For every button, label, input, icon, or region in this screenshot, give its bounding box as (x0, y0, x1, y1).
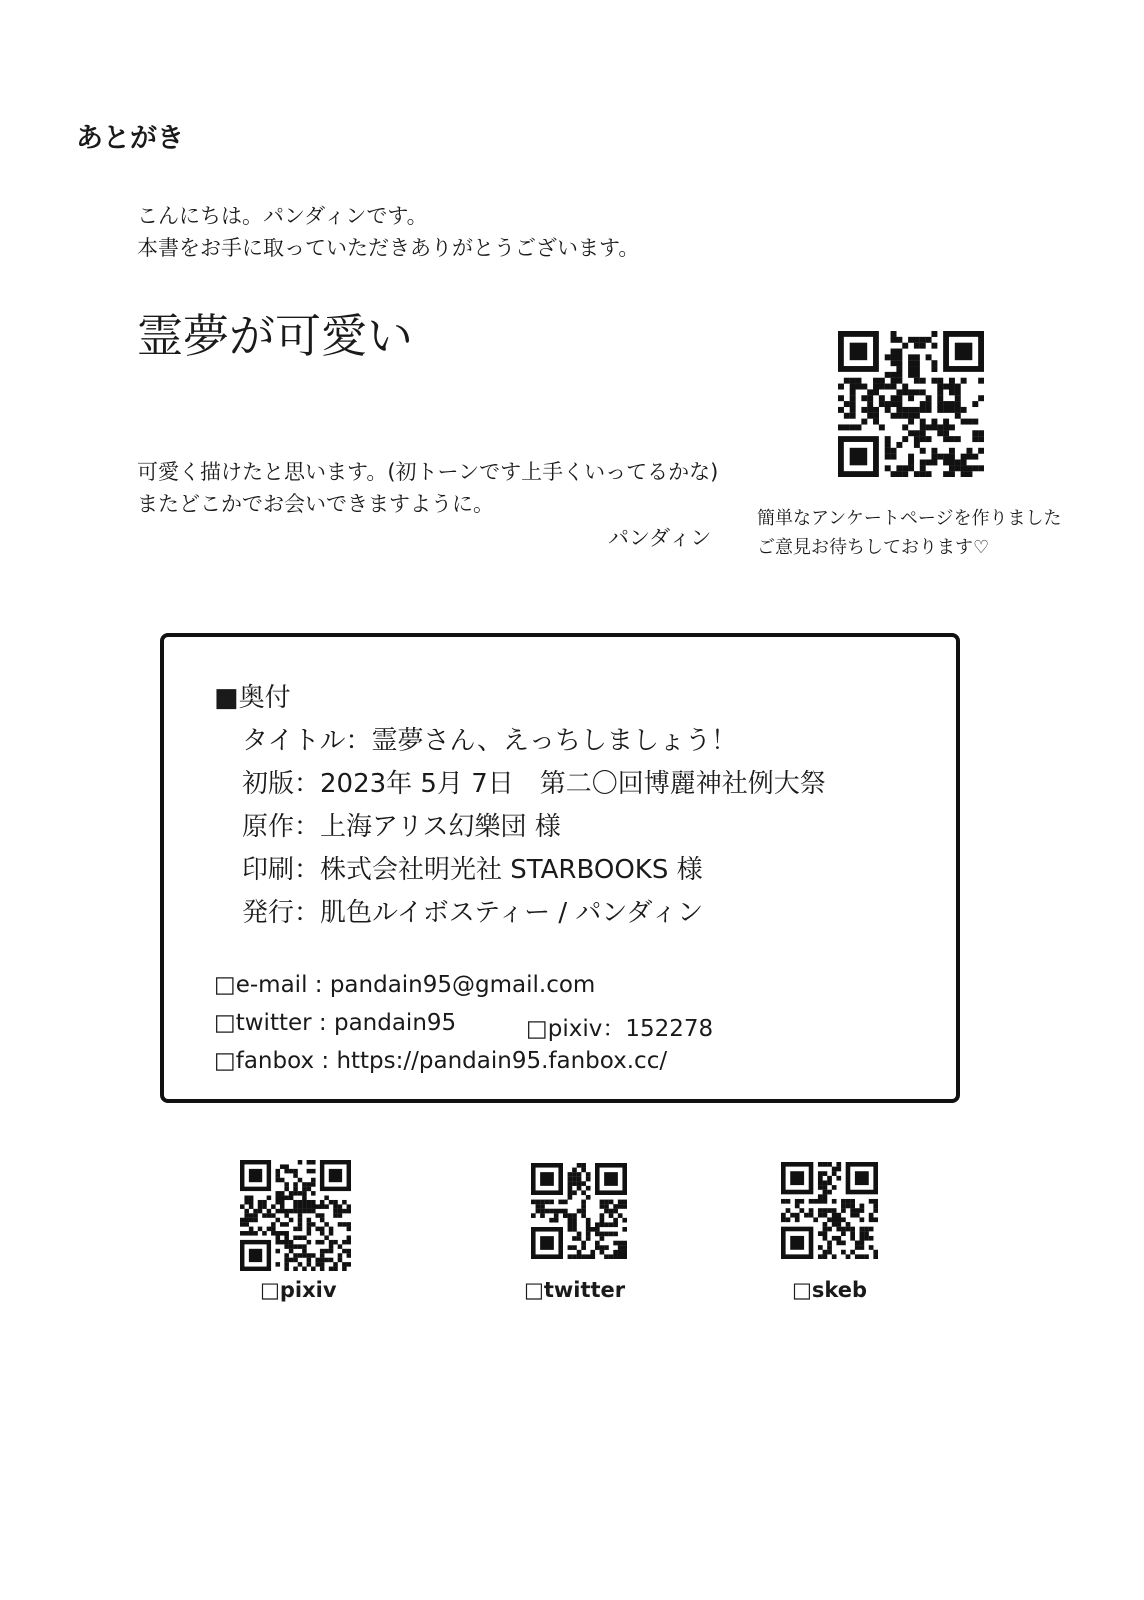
contact-pixiv[interactable]: □pixiv：152278 (526, 1016, 714, 1042)
greeting-line-2: 本書をお手に取っていただきありがとうございます。 (137, 236, 640, 260)
skeb-qr-label: □skeb (792, 1278, 868, 1302)
colophon-row-publisher: 発行：肌色ルイボスティー / パンダィン (242, 898, 704, 928)
survey-line-1: 簡単なアンケートページを作りました (757, 508, 1062, 529)
colophon-box (160, 633, 960, 1103)
big-message: 霊夢が可愛い (137, 309, 413, 363)
colophon-row-original-work: 原作：上海アリス幻樂団 様 (242, 812, 561, 842)
message-line-2: またどこかでお会いできますように。 (137, 492, 494, 516)
afterword-heading: あとがき (76, 123, 184, 154)
colophon-title: ■奥付 (214, 683, 291, 713)
colophon-row-first-edition: 初版：2023年 5月 7日 第二〇回博麗神社例大祭 (242, 769, 826, 799)
twitter-qr-label: □twitter (524, 1278, 626, 1302)
colophon-row-printer: 印刷：株式会社明光社 STARBOOKS 様 (242, 855, 703, 885)
survey-line-2: ご意見お待ちしております♡ (757, 537, 990, 558)
contact-twitter[interactable]: □twitter : pandain95 (214, 1010, 457, 1036)
twitter-qr-code-icon[interactable] (531, 1163, 627, 1259)
colophon-row-title: タイトル：霊夢さん、えっちしましょう！ (242, 726, 738, 756)
skeb-qr-code-icon[interactable] (781, 1162, 878, 1259)
message-line-1: 可愛く描けたと思います。(初トーンです上手くいってるかな) (137, 460, 719, 484)
survey-qr-code-icon[interactable] (838, 331, 984, 477)
signature: パンダィン (608, 526, 712, 550)
pixiv-qr-code-icon[interactable] (240, 1160, 351, 1271)
contact-email[interactable]: □e-mail : pandain95@gmail.com (214, 972, 596, 998)
greeting-line-1: こんにちは。パンダィンです。 (137, 204, 428, 228)
contact-fanbox[interactable]: □fanbox : https://pandain95.fanbox.cc/ (214, 1048, 668, 1074)
pixiv-qr-label: □pixiv (260, 1278, 337, 1302)
